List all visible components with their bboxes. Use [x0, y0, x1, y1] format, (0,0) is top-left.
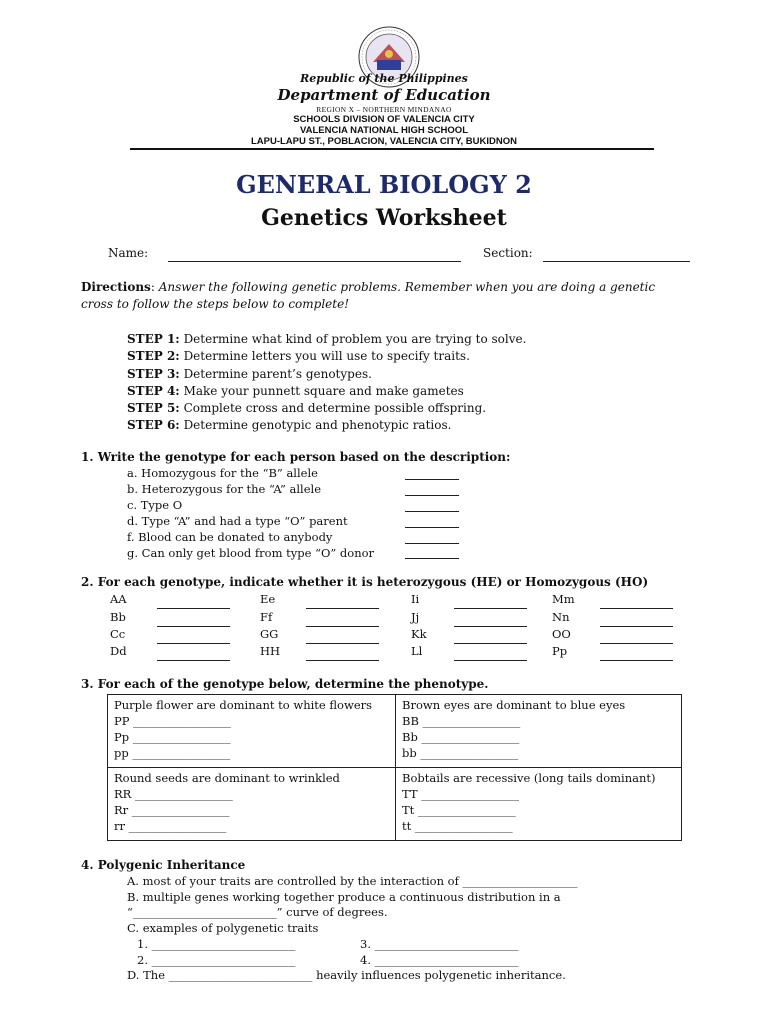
q4-item-d[interactable]: D. The _________________________ heavily influences polygenetic inheritance.: [127, 968, 566, 982]
q2-genotype: Cc: [110, 627, 126, 641]
republic-text: Republic of the Philippines: [300, 72, 468, 85]
page-subtitle: Genetics Worksheet: [261, 205, 507, 231]
q1-list: [127, 465, 374, 561]
step-item: [127, 348, 526, 365]
directions-colon: :: [150, 280, 155, 294]
q2-genotype: AA: [110, 592, 127, 606]
q2-genotype: Ii: [411, 592, 420, 606]
q3-cell-line[interactable]: BB _________________: [402, 714, 521, 728]
q3-cell-line[interactable]: rr _________________: [114, 819, 227, 833]
q2-genotype: Pp: [552, 644, 568, 658]
q2-answer-blank[interactable]: [306, 626, 379, 627]
step-label: STEP 1:: [127, 332, 180, 346]
q2-genotype: Ee: [260, 592, 276, 606]
region-text: REGION X – NORTHERN MINDANAO: [316, 105, 452, 114]
q3-cell-line[interactable]: Rr _________________: [114, 803, 230, 817]
directions-text-2: cross to follow the steps below to complete!: [81, 297, 350, 311]
step-item: [127, 400, 526, 417]
q2-answer-blank[interactable]: [306, 643, 379, 644]
q1-answer-blank[interactable]: [405, 543, 459, 544]
q4-item-c: C. examples of polygenetic traits: [127, 921, 319, 935]
q3-cell-line[interactable]: PP _________________: [114, 714, 231, 728]
q3-cell-heading: Purple flower are dominant to white flowers: [114, 698, 373, 712]
q2-genotype: Ff: [260, 610, 273, 624]
step-text: Determine what kind of problem you are trying to solve.: [183, 332, 527, 346]
q2-genotype: Mm: [552, 592, 575, 606]
step-text: Make your punnett square and make gametes: [183, 383, 464, 398]
steps-list: [127, 331, 526, 435]
q1-item: f. Blood can be donated to anybody: [127, 530, 333, 544]
q2-answer-blank[interactable]: [454, 660, 527, 661]
q2-answer-blank[interactable]: [157, 626, 230, 627]
step-item: [127, 331, 526, 348]
q4-item-b-line1: B. multiple genes working together produce a continuous distribution in a: [127, 890, 561, 904]
department-text: Department of Education: [277, 86, 491, 104]
step-label: STEP 2:: [127, 349, 180, 364]
q2-answer-blank[interactable]: [454, 626, 527, 627]
q3-cell-line[interactable]: bb _________________: [402, 746, 519, 760]
q1-item: b. Heterozygous for the “A” allele: [127, 482, 322, 496]
q3-cell-line[interactable]: Tt _________________: [402, 803, 516, 817]
school-text: VALENCIA NATIONAL HIGH SCHOOL: [299, 125, 468, 136]
q2-genotype: Ll: [411, 644, 423, 658]
address-text: LAPU-LAPU ST., POBLACION, VALENCIA CITY, BUKIDNON: [250, 136, 517, 147]
q4-example-3[interactable]: 3. _________________________: [360, 937, 519, 951]
q3-cell: [396, 695, 682, 768]
q2-answer-blank[interactable]: [454, 643, 527, 644]
q2-genotype: HH: [260, 644, 281, 658]
q3-cell-line[interactable]: pp _________________: [114, 746, 231, 760]
q2-title: 2. For each genotype, indicate whether it is heterozygous (HE) or Homozygous (HO): [81, 575, 649, 589]
step-item: [127, 366, 526, 383]
step-text: Complete cross and determine possible offspring.: [183, 401, 487, 416]
q2-answer-blank[interactable]: [600, 608, 673, 609]
q2-genotype: OO: [552, 627, 571, 641]
q2-answer-blank[interactable]: [454, 608, 527, 609]
q2-genotype: Jj: [411, 610, 420, 624]
step-text: Determine genotypic and phenotypic ratios.: [183, 418, 452, 433]
directions-text-1: Answer the following genetic problems. Remember when you are doing a genetic: [158, 280, 656, 294]
q2-genotype: GG: [260, 627, 279, 641]
step-label: STEP 6:: [127, 418, 180, 433]
q1-item: a. Homozygous for the “B” allele: [127, 466, 318, 480]
q1-item: d. Type “A” and had a type “O” parent: [127, 514, 348, 528]
q1-item: c. Type O: [127, 498, 183, 512]
q3-cell-line[interactable]: Pp _________________: [114, 730, 231, 744]
q1-item: g. Can only get blood from type “O” donor: [127, 546, 375, 560]
q4-example-1[interactable]: 1. _________________________: [137, 937, 296, 951]
q1-title: 1. Write the genotype for each person based on the description:: [81, 450, 511, 464]
q1-answer-blank[interactable]: [405, 527, 459, 528]
q3-cell-line[interactable]: tt _________________: [402, 819, 513, 833]
directions-label: Directions: [81, 280, 151, 294]
section-label: Section:: [483, 246, 533, 260]
q3-cell: [108, 768, 396, 841]
q2-genotype: Dd: [110, 644, 127, 658]
q4-example-2[interactable]: 2. _________________________: [137, 953, 296, 967]
page-title: GENERAL BIOLOGY 2: [236, 170, 532, 199]
q4-example-4[interactable]: 4. _________________________: [360, 953, 519, 967]
name-field[interactable]: [168, 261, 461, 262]
step-label: STEP 5:: [127, 401, 180, 416]
q2-answer-blank[interactable]: [157, 643, 230, 644]
q2-answer-blank[interactable]: [600, 660, 673, 661]
q3-cell-line[interactable]: Bb _________________: [402, 730, 520, 744]
q3-cell-line[interactable]: TT _________________: [402, 787, 519, 801]
q4-title: 4. Polygenic Inheritance: [81, 858, 246, 872]
q3-cell-heading: Bobtails are recessive (long tails dominant): [402, 771, 656, 785]
q2-genotype: Kk: [411, 627, 427, 641]
q4-item-b-line2[interactable]: “_________________________” curve of degrees.: [127, 905, 388, 919]
q2-answer-blank[interactable]: [157, 660, 230, 661]
q2-answer-blank[interactable]: [306, 608, 379, 609]
q2-genotype: Nn: [552, 610, 570, 624]
q3-cell-heading: Round seeds are dominant to wrinkled: [114, 771, 340, 785]
q3-phenotype-table: [107, 694, 682, 841]
q3-title: 3. For each of the genotype below, determine the phenotype.: [81, 677, 489, 691]
q2-genotype: Bb: [110, 610, 126, 624]
q2-answer-blank[interactable]: [600, 626, 673, 627]
q1-answer-blank[interactable]: [405, 511, 459, 512]
q2-answer-blank[interactable]: [157, 608, 230, 609]
name-label: Name:: [108, 246, 149, 260]
step-text: Determine parent’s genotypes.: [183, 366, 372, 381]
q4-item-a[interactable]: A. most of your traits are controlled by the interaction of ____________________: [127, 874, 578, 888]
step-text: Determine letters you will use to specify traits.: [183, 349, 470, 364]
division-text: SCHOOLS DIVISION OF VALENCIA CITY: [293, 114, 475, 125]
q2-answer-blank[interactable]: [306, 660, 379, 661]
step-label: STEP 3:: [127, 366, 180, 381]
q1-answer-blank[interactable]: [405, 558, 459, 559]
q1-answer-blank[interactable]: [405, 479, 459, 480]
q3-cell-line[interactable]: RR _________________: [114, 787, 233, 801]
q3-cell-heading: Brown eyes are dominant to blue eyes: [402, 698, 626, 712]
q3-cell: [108, 695, 396, 768]
step-item: [127, 417, 526, 434]
q2-answer-blank[interactable]: [600, 643, 673, 644]
step-item: [127, 383, 526, 400]
q3-cell: [396, 768, 682, 841]
q1-answer-blank[interactable]: [405, 495, 459, 496]
header-divider: [130, 148, 654, 150]
step-label: STEP 4:: [127, 383, 180, 398]
section-field[interactable]: [543, 261, 690, 262]
directions-line-1: [81, 280, 655, 294]
